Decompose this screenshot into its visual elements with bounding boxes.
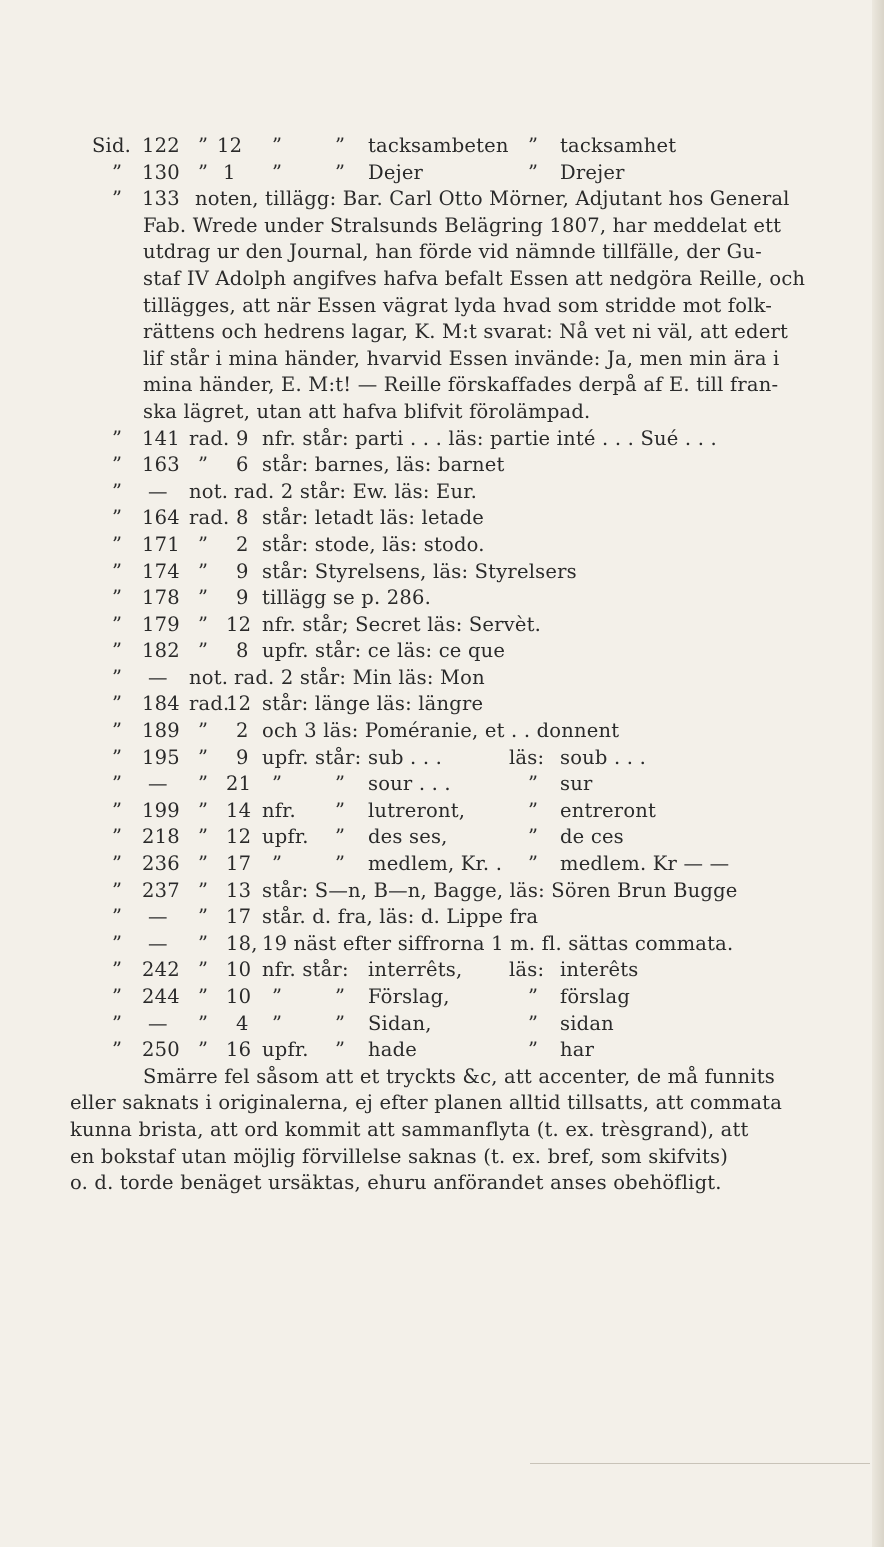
ditto-mark: ” [112, 426, 123, 450]
ditto-mark: ” [272, 1011, 283, 1035]
errata-row [92, 904, 804, 931]
position-label: nfr. står: [262, 958, 349, 982]
page-number: 184 [142, 692, 180, 716]
errata-row [92, 984, 804, 1011]
correct-text: tacksamhet [560, 134, 677, 157]
dash: — [148, 772, 168, 796]
correct-text: har [560, 1038, 595, 1062]
ditto-mark: ” [198, 532, 209, 556]
correction-text: 19 näst efter siffrorna 1 m. fl. sättas commata. [262, 931, 734, 955]
line-number: 16 [226, 1038, 252, 1062]
line-number: 2 [236, 719, 249, 743]
ditto-mark: ” [198, 134, 209, 157]
errata-row [92, 585, 804, 612]
ditto-mark: ” [335, 1011, 346, 1035]
ditto-mark: ” [528, 852, 539, 876]
ditto-mark: ” [272, 134, 283, 157]
correction-text: rad. 2 står: Min läs: Mon [234, 665, 485, 689]
errata-row [92, 798, 804, 825]
correction-text: och 3 läs: Poméranie, et . . donnent [262, 719, 620, 743]
ditto-mark: ” [335, 1038, 346, 1062]
closing-text: Smärre fel såsom att et tryckts &c, att accenter, de må funnits [143, 1064, 775, 1088]
errata-row [92, 878, 804, 905]
ditto-mark: ” [198, 1038, 209, 1062]
ditto-mark: ” [112, 798, 123, 822]
correct-text: sidan [560, 1011, 614, 1035]
closing-text: o. d. torde benäget ursäktas, ehuru anförandet anses obehöfligt. [70, 1171, 722, 1195]
errata-row [92, 931, 804, 958]
dash: — [148, 931, 168, 955]
errata-row [92, 745, 804, 772]
note-text: rättens och hedrens lagar, K. M:t svarat: Nå vet ni väl, att edert [143, 320, 788, 344]
ditto-mark: ” [335, 798, 346, 822]
correct-text: interêts [560, 958, 639, 982]
line-number: 9 [236, 586, 249, 610]
ditto-mark: ” [112, 905, 123, 929]
line-number: 12 [226, 692, 252, 716]
ditto-mark: ” [112, 745, 123, 769]
ditto-mark: ” [112, 532, 123, 556]
note-line [92, 293, 804, 320]
errata-row [92, 638, 804, 665]
page-number: 218 [142, 825, 180, 849]
ditto-mark: ” [112, 852, 123, 876]
closing-line [70, 1090, 804, 1117]
ditto-mark: ” [272, 852, 283, 876]
dash: — [148, 479, 168, 503]
note-line [92, 213, 804, 240]
closing-line [70, 1117, 804, 1144]
line-number: 21 [226, 772, 252, 796]
line-number: 10 [226, 985, 252, 1008]
row-type: rad. [189, 692, 230, 716]
correction-text: står: barnes, läs: barnet [262, 453, 505, 477]
ditto-mark: ” [198, 958, 209, 982]
ditto-mark: ” [272, 160, 283, 184]
page-number: 182 [142, 639, 180, 663]
ditto-mark: ” [198, 1011, 209, 1035]
errata-row [92, 559, 804, 586]
correction-text: rad. 2 står: Ew. läs: Eur. [234, 479, 478, 503]
correction-text: tillägg se p. 286. [262, 586, 431, 610]
ditto-mark: ” [112, 160, 123, 184]
correction-text: står. d. fra, läs: d. Lippe fra [262, 905, 539, 929]
ditto-mark: ” [112, 692, 123, 716]
wrong-text: tacksambeten [368, 134, 509, 157]
wrong-text: hade [368, 1038, 418, 1062]
label-sid: Sid. [92, 134, 132, 157]
ditto-mark: ” [198, 453, 209, 477]
ditto-mark: ” [528, 134, 539, 157]
line-number: 17 [226, 905, 252, 929]
ditto-mark: ” [528, 798, 539, 822]
ditto-mark: ” [198, 798, 209, 822]
ditto-mark: ” [112, 559, 123, 583]
bottom-rule [530, 1463, 870, 1464]
ditto-mark: ” [335, 825, 346, 849]
ditto-mark: ” [335, 852, 346, 876]
ditto-mark: ” [112, 479, 123, 503]
correct-text: de ces [560, 825, 624, 849]
dash: — [148, 1011, 168, 1035]
correction-text: står: länge läs: längre [262, 692, 484, 716]
note-line [92, 239, 804, 266]
line-number: 12 [226, 612, 252, 636]
dash: — [148, 905, 168, 929]
correct-text: soub . . . [560, 745, 646, 769]
line-number: 4 [236, 1011, 249, 1035]
page-number: 174 [142, 559, 180, 583]
ditto-mark: ” [112, 1011, 123, 1035]
line-number: 1 [223, 160, 236, 184]
closing-line [70, 1144, 804, 1171]
line-number: 17 [226, 852, 252, 876]
errata-row [92, 718, 804, 745]
note-text: tillägges, att när Essen vägrat lyda hvad som stridde mot folk- [143, 293, 773, 317]
errata-row [92, 452, 804, 479]
ditto-mark: ” [112, 985, 123, 1008]
row-type: not. [189, 665, 229, 689]
closing-text: eller saknats i originalerna, ej efter planen alltid tillsatts, att commata [70, 1091, 783, 1115]
page-number: 133 [142, 187, 180, 211]
wrong-text: Dejer [368, 160, 424, 184]
page-number: 250 [142, 1038, 180, 1062]
line-number: 9 [236, 426, 249, 450]
page-number: 242 [142, 958, 180, 982]
ditto-mark: ” [112, 665, 123, 689]
ditto-mark: ” [112, 612, 123, 636]
ditto-mark: ” [112, 453, 123, 477]
line-number: 12 [217, 134, 243, 157]
ditto-mark: ” [112, 958, 123, 982]
line-number: 18, [226, 931, 258, 955]
row-type: rad. [189, 426, 230, 450]
ditto-mark: ” [112, 1038, 123, 1062]
dash: — [148, 665, 168, 689]
ditto-mark: ” [112, 931, 123, 955]
correction-text: nfr. står: parti . . . läs: partie inté . . . Sué . . . [262, 426, 717, 450]
ditto-mark: ” [198, 160, 209, 184]
ditto-mark: ” [272, 772, 283, 796]
line-number: 12 [226, 825, 252, 849]
note-text: utdrag ur den Journal, han förde vid nämnde tillfälle, der Gu- [143, 240, 762, 264]
ditto-mark: ” [112, 187, 123, 211]
errata-row [92, 851, 804, 878]
page-number: 178 [142, 586, 180, 610]
page-number: 237 [142, 878, 180, 902]
line-number: 8 [236, 506, 249, 530]
errata-row-122 [92, 133, 804, 160]
note-line [92, 346, 804, 373]
wrong-text: interrêts, [368, 958, 463, 982]
ditto-mark: ” [198, 878, 209, 902]
ditto-mark: ” [335, 772, 346, 796]
wrong-text: medlem, Kr. . [368, 852, 503, 876]
page-number: 199 [142, 798, 180, 822]
line-number: 14 [226, 798, 252, 822]
ditto-mark: ” [528, 1011, 539, 1035]
ditto-mark: ” [198, 745, 209, 769]
correction-text: står: stode, läs: stodo. [262, 532, 485, 556]
note-line [92, 399, 804, 426]
ditto-mark: ” [335, 134, 346, 157]
ditto-mark: ” [198, 719, 209, 743]
correction-text: nfr. står; Secret läs: Servèt. [262, 612, 542, 636]
ditto-mark: ” [198, 612, 209, 636]
page-number: 171 [142, 532, 180, 556]
position-label: upfr. [262, 825, 309, 849]
errata-row [92, 532, 804, 559]
errata-row [92, 426, 804, 453]
ditto-mark: ” [112, 719, 123, 743]
ditto-mark: ” [198, 931, 209, 955]
note-text: staf IV Adolph angifves hafva befalt Essen att nedgöra Reille, och [143, 266, 806, 290]
ditto-mark: ” [528, 1038, 539, 1062]
ditto-mark: ” [335, 985, 346, 1008]
errata-row [92, 1011, 804, 1038]
errata-list [70, 133, 806, 1197]
page-number: 164 [142, 506, 180, 530]
errata-row [92, 691, 804, 718]
page-number: 179 [142, 612, 180, 636]
page-number: 122 [142, 134, 180, 157]
closing-text: en bokstaf utan möjlig förvillelse saknas (t. ex. bref, som skifvits) [70, 1144, 729, 1168]
page-number: 244 [142, 985, 180, 1008]
correct-text: medlem. Kr — — [560, 852, 730, 876]
note-text: ska lägret, utan att hafva blifvit förolämpad. [143, 399, 591, 423]
wrong-text: Förslag, [368, 985, 450, 1008]
ditto-mark: ” [112, 772, 123, 796]
ditto-mark: ” [112, 639, 123, 663]
page-number: 163 [142, 453, 180, 477]
errata-row [92, 771, 804, 798]
ditto-mark: ” [112, 586, 123, 610]
position-label: nfr. [262, 798, 296, 822]
line-number: 10 [226, 958, 252, 982]
page-number: 236 [142, 852, 180, 876]
closing-line [92, 1064, 804, 1091]
ditto-mark: ” [112, 878, 123, 902]
correction-text: står: Styrelsens, läs: Styrelsers [262, 559, 577, 583]
ditto-mark: ” [198, 559, 209, 583]
note-line [92, 266, 804, 293]
errata-row-130 [92, 160, 804, 187]
ditto-mark: ” [198, 905, 209, 929]
line-number: 6 [236, 453, 249, 477]
page-edge [872, 0, 884, 1547]
line-number: 13 [226, 878, 252, 902]
page-number: 189 [142, 719, 180, 743]
ditto-mark: ” [198, 772, 209, 796]
ditto-mark: ” [335, 160, 346, 184]
correction-text: står: letadt läs: letade [262, 506, 485, 530]
ditto-mark: ” [198, 639, 209, 663]
wrong-text: Sidan, [368, 1011, 432, 1035]
correction-text: upfr. står: ce läs: ce que [262, 639, 506, 663]
errata-row [92, 824, 804, 851]
correct-text: sur [560, 772, 593, 796]
errata-row-133 [92, 186, 804, 213]
row-type: rad. [189, 506, 230, 530]
wrong-text: des ses, [368, 825, 448, 849]
ditto-mark: ” [272, 985, 283, 1008]
wrong-text: sour . . . [368, 772, 451, 796]
correct-text: förslag [560, 985, 631, 1008]
line-number: 9 [236, 559, 249, 583]
errata-row [92, 479, 804, 506]
note-text: mina händer, E. M:t! — Reille förskaffades derpå af E. till fran- [143, 373, 779, 397]
errata-row [92, 1037, 804, 1064]
read-label: läs: [509, 958, 545, 982]
note-line [92, 372, 804, 399]
note-text: lif står i mina händer, hvarvid Essen invände: Ja, men min ära i [143, 346, 780, 370]
line-number: 9 [236, 745, 249, 769]
page-number: 141 [142, 426, 180, 450]
line-number: 8 [236, 639, 249, 663]
note-text: Fab. Wrede under Stralsunds Belägring 1807, har meddelat ett [143, 213, 782, 237]
ditto-mark: ” [112, 506, 123, 530]
correct-text: entreront [560, 798, 657, 822]
correction-text: står: S—n, B—n, Bagge, läs: Sören Brun Bugge [262, 878, 738, 902]
closing-line [70, 1170, 804, 1197]
position-label: upfr. står: [262, 745, 362, 769]
read-label: läs: [509, 745, 545, 769]
ditto-mark: ” [198, 985, 209, 1008]
errata-row [92, 612, 804, 639]
ditto-mark: ” [528, 772, 539, 796]
line-number: 2 [236, 532, 249, 556]
errata-row [92, 505, 804, 532]
correct-text: Drejer [560, 160, 625, 184]
ditto-mark: ” [112, 825, 123, 849]
wrong-text: sub . . . [368, 745, 443, 769]
ditto-mark: ” [528, 985, 539, 1008]
note-line [92, 319, 804, 346]
note-text: noten, tillägg: Bar. Carl Otto Mörner, Adjutant hos General [195, 187, 790, 211]
ditto-mark: ” [528, 825, 539, 849]
row-type: not. [189, 479, 229, 503]
ditto-mark: ” [198, 586, 209, 610]
errata-row [92, 957, 804, 984]
ditto-mark: ” [198, 825, 209, 849]
ditto-mark: ” [198, 852, 209, 876]
closing-text: kunna brista, att ord kommit att sammanflyta (t. ex. trèsgrand), att [70, 1117, 749, 1141]
position-label: upfr. [262, 1038, 309, 1062]
errata-row [92, 665, 804, 692]
page-number: 130 [142, 160, 180, 184]
wrong-text: lutreront, [368, 798, 466, 822]
page-number: 195 [142, 745, 180, 769]
ditto-mark: ” [528, 160, 539, 184]
